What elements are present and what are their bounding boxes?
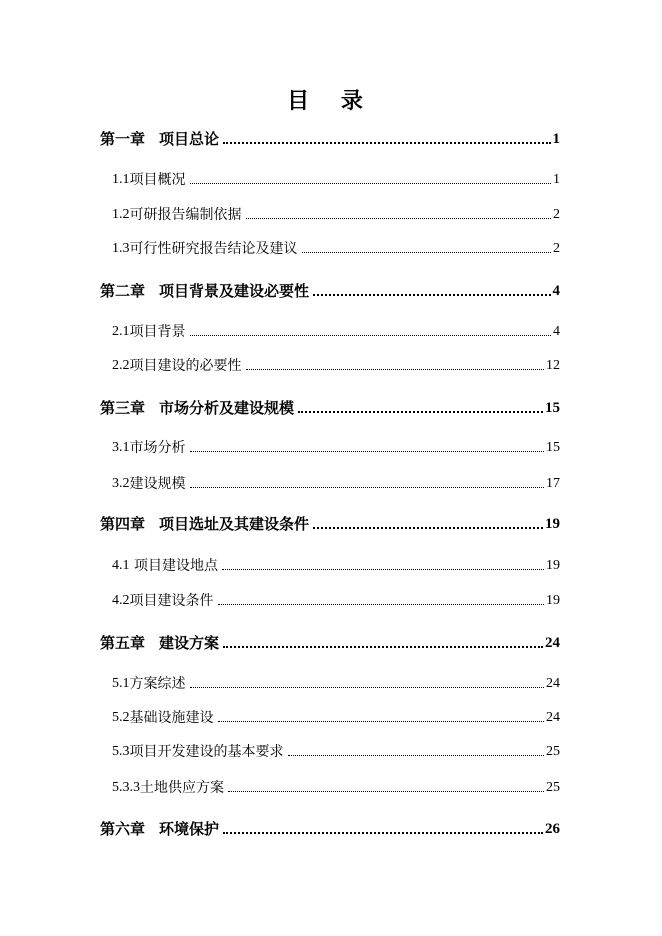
toc-entry-label bbox=[112, 477, 186, 491]
toc-entry-number: 1.1 bbox=[112, 172, 130, 187]
toc-entry-number: 5.3 bbox=[112, 744, 130, 759]
toc-entry-number: 第三章 bbox=[100, 399, 146, 417]
toc-section-entry[interactable] bbox=[112, 594, 560, 608]
toc-entry-number: 1.3 bbox=[112, 241, 130, 256]
toc-entry-label bbox=[112, 242, 298, 256]
toc-entry-text: 项目背景及建设必要性 bbox=[159, 282, 310, 300]
toc-section-entry[interactable] bbox=[112, 359, 560, 373]
toc-entry-number: 第六章 bbox=[100, 820, 146, 838]
toc-entry-number: 第一章 bbox=[100, 130, 146, 148]
toc-entry-number: 3.2 bbox=[112, 476, 130, 491]
toc-page-number: 19 bbox=[545, 516, 560, 532]
toc-chapter-entry[interactable] bbox=[100, 132, 560, 147]
dot-leader bbox=[223, 831, 543, 834]
dot-leader bbox=[222, 568, 544, 570]
toc-entry-label bbox=[112, 745, 284, 759]
toc-page-number: 19 bbox=[546, 593, 560, 608]
toc-entry-number: 2.1 bbox=[112, 324, 130, 339]
toc-entry-text: 建设规模 bbox=[129, 476, 186, 492]
toc-chapter-entry[interactable] bbox=[100, 517, 560, 532]
toc-chapter-entry[interactable] bbox=[100, 636, 560, 651]
toc-entry-text: 土地供应方案 bbox=[140, 780, 224, 796]
toc-page-number: 25 bbox=[546, 744, 560, 759]
toc-entry-label bbox=[100, 636, 219, 651]
toc-section-entry[interactable] bbox=[112, 711, 560, 725]
toc-section-entry[interactable] bbox=[112, 325, 560, 339]
toc-page-number: 17 bbox=[546, 476, 560, 491]
dot-leader bbox=[246, 217, 552, 219]
dot-leader bbox=[302, 251, 552, 253]
toc-entry-text: 项目概况 bbox=[129, 172, 186, 188]
dot-leader bbox=[223, 141, 550, 144]
toc-entry-label bbox=[112, 325, 186, 339]
toc-entry-label bbox=[112, 173, 186, 187]
toc-entry-number: 第四章 bbox=[100, 515, 146, 533]
toc-entry-number: 第二章 bbox=[100, 282, 146, 300]
toc-page-number: 24 bbox=[545, 635, 560, 651]
toc-page-number: 4 bbox=[552, 283, 560, 299]
toc-section-entry[interactable] bbox=[112, 477, 560, 491]
toc-section-entry[interactable] bbox=[112, 242, 560, 256]
toc-entry-number: 5.3.3 bbox=[112, 780, 140, 795]
toc-page-number: 12 bbox=[546, 358, 560, 373]
dot-leader bbox=[223, 645, 543, 648]
toc-entry-label bbox=[112, 441, 186, 455]
toc-entry-text: 环境保护 bbox=[159, 820, 220, 838]
toc-section-entry[interactable] bbox=[112, 441, 560, 455]
toc-section-entry[interactable] bbox=[112, 781, 560, 795]
toc-section-entry[interactable] bbox=[112, 559, 560, 573]
toc-section-entry[interactable] bbox=[112, 208, 560, 222]
toc-entry-label bbox=[112, 208, 242, 222]
toc-entry-number: 4.1 bbox=[112, 558, 130, 573]
dot-leader bbox=[190, 334, 552, 336]
toc-entry-text: 项目开发建设的基本要求 bbox=[129, 744, 284, 760]
dot-leader bbox=[190, 486, 545, 488]
toc-entry-text: 市场分析及建设规模 bbox=[159, 399, 295, 417]
toc-entry-label bbox=[100, 401, 294, 416]
toc-entry-label bbox=[112, 711, 214, 725]
dot-leader bbox=[218, 720, 545, 722]
toc-page-number: 19 bbox=[546, 558, 560, 573]
toc-entry-label bbox=[100, 822, 219, 837]
toc-entry-label bbox=[100, 132, 219, 147]
toc-chapter-entry[interactable] bbox=[100, 284, 560, 299]
toc-section-entry[interactable] bbox=[112, 745, 560, 759]
toc-page-number: 24 bbox=[546, 676, 560, 691]
toc-page-number: 25 bbox=[546, 780, 560, 795]
toc-entry-label bbox=[112, 677, 186, 691]
toc-entry-text: 方案综述 bbox=[129, 676, 186, 692]
toc-entry-label bbox=[100, 284, 309, 299]
toc-entry-text: 市场分析 bbox=[129, 440, 186, 456]
toc-entry-text: 项目选址及其建设条件 bbox=[159, 515, 310, 533]
dot-leader bbox=[190, 450, 545, 452]
toc-entry-label bbox=[112, 594, 214, 608]
toc-page-number: 26 bbox=[545, 821, 560, 837]
toc-entry-text: 项目建设的必要性 bbox=[129, 358, 242, 374]
toc-entry-text: 项目建设条件 bbox=[129, 593, 214, 609]
toc-entry-text: 建设方案 bbox=[159, 634, 220, 652]
toc-entry-label bbox=[112, 559, 218, 573]
toc-chapter-entry[interactable] bbox=[100, 401, 560, 416]
toc-page-number: 24 bbox=[546, 710, 560, 725]
toc-entry-number: 5.1 bbox=[112, 676, 130, 691]
toc-entry-number: 5.2 bbox=[112, 710, 130, 725]
toc-entry-text: 基础设施建设 bbox=[129, 710, 214, 726]
toc-chapter-entry[interactable] bbox=[100, 822, 560, 837]
toc-entry-text: 项目建设地点 bbox=[129, 558, 218, 574]
toc-entry-number: 1.2 bbox=[112, 207, 130, 222]
dot-leader bbox=[313, 293, 550, 296]
toc-entry-text: 可行性研究报告结论及建议 bbox=[129, 241, 298, 257]
toc-entry-number: 3.1 bbox=[112, 440, 130, 455]
toc-title: 目 录 bbox=[287, 88, 375, 114]
dot-leader bbox=[228, 790, 544, 792]
toc-entry-label bbox=[100, 517, 309, 532]
toc-page-number: 15 bbox=[546, 440, 560, 455]
dot-leader bbox=[190, 182, 552, 184]
toc-page-number: 1 bbox=[552, 131, 560, 147]
toc-page-number: 2 bbox=[553, 241, 560, 256]
dot-leader bbox=[218, 603, 545, 605]
toc-entry-text: 项目背景 bbox=[129, 324, 186, 340]
toc-page-number: 1 bbox=[553, 172, 560, 187]
toc-entry-number: 第五章 bbox=[100, 634, 146, 652]
dot-leader bbox=[313, 526, 543, 529]
dot-leader bbox=[288, 754, 545, 756]
toc-page-number: 4 bbox=[553, 324, 560, 339]
toc-section-entry[interactable] bbox=[112, 677, 560, 691]
toc-entry-label bbox=[112, 359, 242, 373]
dot-leader bbox=[246, 368, 545, 370]
toc-entry-label bbox=[112, 781, 224, 795]
toc-entry-number: 2.2 bbox=[112, 358, 130, 373]
toc-page-number: 15 bbox=[545, 400, 560, 416]
toc-entry-text: 可研报告编制依据 bbox=[129, 207, 242, 223]
dot-leader bbox=[298, 410, 543, 413]
toc-section-entry[interactable] bbox=[112, 173, 560, 187]
toc-entry-text: 项目总论 bbox=[159, 130, 220, 148]
dot-leader bbox=[190, 686, 545, 688]
toc-page-number: 2 bbox=[553, 207, 560, 222]
toc-entry-number: 4.2 bbox=[112, 593, 130, 608]
